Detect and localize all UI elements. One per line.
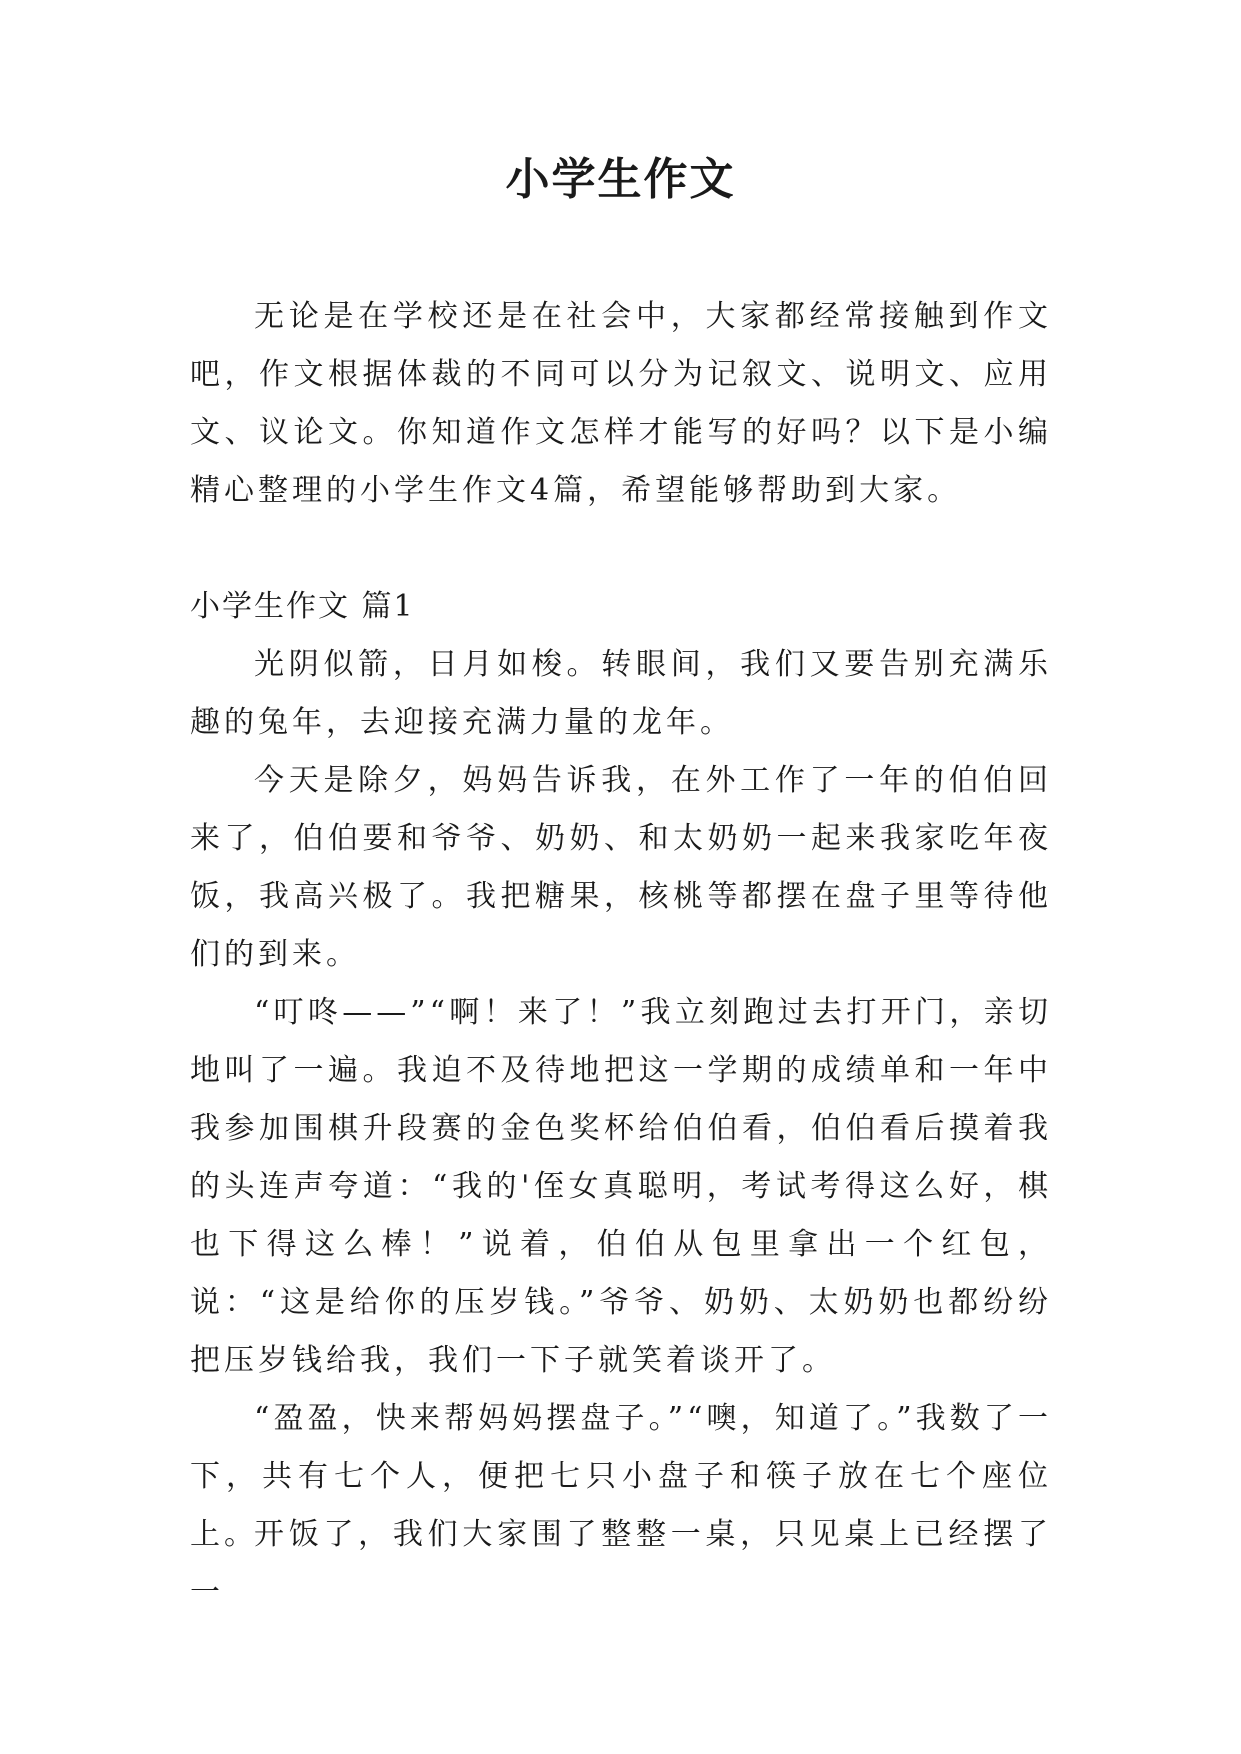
body-paragraph-2: 今天是除夕，妈妈告诉我，在外工作了一年的伯伯回来了，伯伯要和爷爷、奶奶、和太奶奶一起来我家吃年夜饭，我高兴极了。我把糖果，核桃等都摆在盘子里等待他们的到来。 xyxy=(190,763,1052,972)
intro-paragraph: 无论是在学校还是在社会中，大家都经常接触到作文吧，作文根据体裁的不同可以分为记叙文、说明文、应用文、议论文。你知道作文怎样才能写的好吗？以下是小编精心整理的小学生作文4篇，希望能够帮助到大家。 xyxy=(190,299,1052,508)
body-paragraph-4: “盈盈，快来帮妈妈摆盘子。”“噢，知道了。”我数了一下，共有七个人，便把七只小盘子和筷子放在七个座位上。 xyxy=(190,1401,1052,1552)
document-title: 小学生作文 xyxy=(505,154,736,205)
body-paragraph-5: 开饭了，我们大家围了整整一桌，只见桌上已经摆了一 xyxy=(190,1517,1052,1610)
section-heading: 小学生作文 篇1 xyxy=(190,589,415,624)
body-paragraph-1: 光阴似箭，日月如梭。转眼间，我们又要告别充满乐趣的兔年，去迎接充满力量的龙年。 xyxy=(190,647,1052,740)
body-paragraph-3: “叮咚——”“啊！来了！”我立刻跑过去打开门，亲切地叫了一遍。我迫不及待地把这一学期的成绩单和一年中我参加围棋升段赛的金色奖杯给伯伯看，伯伯看后摸着我的头连声夸道：“我的'侄女真聪明，考试考得这么好，棋也下得这么棒！”说着，伯伯从包里拿出一个红包，说：“这是给你的压岁钱。”爷爷、奶奶、太奶奶也都纷纷把压岁钱给我，我们一下子就笑着谈开了。 xyxy=(190,995,1052,1378)
